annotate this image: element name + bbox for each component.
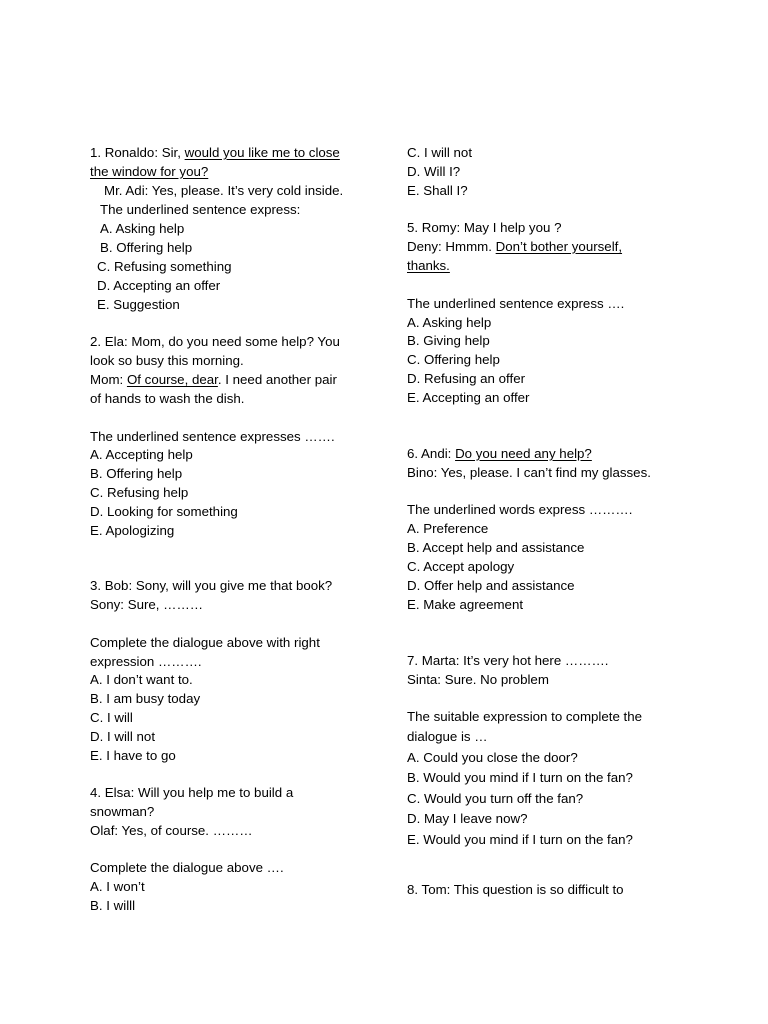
q1-line-1: [90, 143, 340, 162]
q3-option-d: D. I will not: [90, 729, 156, 744]
q6-prompt: The underlined words express ……….: [407, 502, 633, 517]
q1-option-a: A. Asking help: [100, 221, 185, 236]
q5-speaker-text: Deny: Hmmm.: [407, 239, 496, 254]
q1-option-b: B. Offering help: [100, 240, 193, 255]
q5-line-1: 5. Romy: May I help you ?: [407, 220, 562, 235]
q2-option-e: E. Apologizing: [90, 523, 175, 538]
q6-option-b: B. Accept help and assistance: [407, 540, 585, 555]
q3-prompt-2: expression ……….: [90, 654, 202, 669]
q4-option-e: E. Shall I?: [407, 183, 468, 198]
q6-option-d: D. Offer help and assistance: [407, 578, 575, 593]
q4-prompt: Complete the dialogue above ….: [90, 860, 284, 875]
q7-line-1: 7. Marta: It’s very hot here ……….: [407, 653, 609, 668]
q3-prompt-1: Complete the dialogue above with right: [90, 635, 320, 650]
q7-line-2: Sinta: Sure. No problem: [407, 672, 549, 687]
q4-line-2: snowman?: [90, 804, 155, 819]
q6-line-2: Bino: Yes, please. I can’t find my glasses.: [407, 465, 651, 480]
q2-line-2: look so busy this morning.: [90, 353, 244, 368]
q5-line-2: [407, 237, 622, 256]
q1-option-c: C. Refusing something: [97, 259, 232, 274]
q2-option-d: D. Looking for something: [90, 504, 238, 519]
q5-line-3: thanks.: [407, 258, 450, 273]
q3-line-2: Sony: Sure, ………: [90, 597, 204, 612]
q7-option-a: A. Could you close the door?: [407, 750, 578, 765]
q2-trailing-text: . I need another pair: [217, 372, 337, 387]
q3-option-c: C. I will: [90, 710, 133, 725]
q2-option-b: B. Offering help: [90, 466, 183, 481]
q5-prompt: The underlined sentence express ….: [407, 296, 625, 311]
q2-option-a: A. Accepting help: [90, 447, 193, 462]
q7-prompt-2: dialogue is …: [407, 729, 488, 744]
q5-option-a: A. Asking help: [407, 315, 492, 330]
q7-option-e: E. Would you mind if I turn on the fan?: [407, 832, 633, 847]
q4-option-b: B. I willl: [90, 898, 136, 913]
q7-option-b: B. Would you mind if I turn on the fan?: [407, 770, 633, 785]
q2-speaker-text: Mom:: [90, 372, 127, 387]
q2-prompt: The underlined sentence expresses …….: [90, 429, 335, 444]
q1-option-e: E. Suggestion: [97, 297, 180, 312]
q2-line-1: 2. Ela: Mom, do you need some help? You: [90, 334, 340, 349]
q2-line-4: of hands to wash the dish.: [90, 391, 245, 406]
q7-prompt-1: The suitable expression to complete the: [407, 709, 643, 724]
q1-speaker-text: 1. Ronaldo: Sir,: [90, 145, 185, 160]
q6-option-e: E. Make agreement: [407, 597, 524, 612]
q6-option-a: A. Preference: [407, 521, 489, 536]
q3-option-b: B. I am busy today: [90, 691, 201, 706]
q3-line-1: 3. Bob: Sony, will you give me that book?: [90, 578, 333, 593]
q4-option-a: A. I won’t: [90, 879, 145, 894]
q5-option-c: C. Offering help: [407, 352, 500, 367]
q2-line-3: [90, 370, 337, 389]
q5-option-b: B. Giving help: [407, 333, 490, 348]
q6-option-c: C. Accept apology: [407, 559, 515, 574]
q3-option-e: E. I have to go: [90, 748, 176, 763]
q4-line-1: 4. Elsa: Will you help me to build a: [90, 785, 294, 800]
q4-line-3: Olaf: Yes, of course. ………: [90, 823, 253, 838]
q5-option-d: D. Refusing an offer: [407, 371, 526, 386]
q6-speaker-text: 6. Andi:: [407, 446, 456, 461]
q1-prompt: The underlined sentence express:: [100, 202, 301, 217]
q3-option-a: A. I don’t want to.: [90, 672, 193, 687]
q2-option-c: C. Refusing help: [90, 485, 189, 500]
q8-line-1: 8. Tom: This question is so difficult to: [407, 882, 624, 897]
q1-underlined-text: would you like me to close: [184, 145, 340, 160]
q7-option-d: D. May I leave now?: [407, 811, 528, 826]
q5-underlined-text: Don’t bother yourself,: [495, 239, 623, 254]
q6-line-1: [407, 444, 592, 463]
q1-line-2: the window for you?: [90, 164, 209, 179]
q6-underlined-text: Do you need any help?: [455, 446, 592, 461]
q1-option-d: D. Accepting an offer: [97, 278, 221, 293]
q1-line-3: Mr. Adi: Yes, please. It’s very cold inside.: [104, 183, 344, 198]
q2-underlined-text: Of course, dear: [126, 372, 218, 387]
q4-option-c: C. I will not: [407, 145, 473, 160]
q5-option-e: E. Accepting an offer: [407, 390, 530, 405]
q4-option-d: D. Will I?: [407, 164, 461, 179]
q7-option-c: C. Would you turn off the fan?: [407, 791, 584, 806]
